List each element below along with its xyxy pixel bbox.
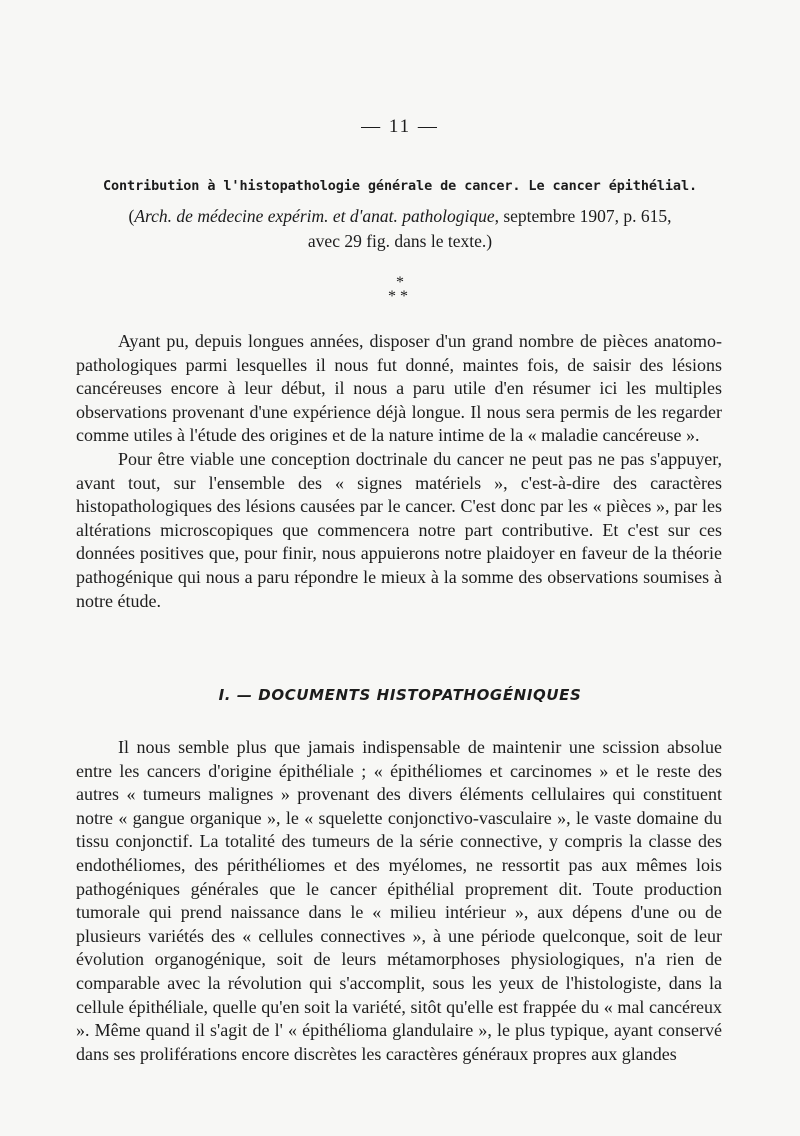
- intro-paragraph-2: Pour être viable une conception doctrinale du cancer ne peut pas ne pas s'appuyer, avant tout, sur l'ensemble des « signes matériels », c'est-à-dire des caractères histopathologiques des lésions causées par le cancer. C'est donc par les « pièces », par les altérations microscopiques que commencera notre part contributive. Et c'est sur ces données positives que, pour finir, nous appuierons notre plaidoyer en faveur de la théorie pathogénique qui nous a paru répondre le mieux à la somme des observations soumises à notre étude.: [76, 448, 722, 611]
- intro-text: [76, 330, 722, 613]
- journal-name: Arch. de médecine expérim. et d'anat. pathologique: [134, 206, 495, 226]
- section-text: [76, 736, 722, 1066]
- asterism-divider: [0, 276, 800, 304]
- entry-title: Contribution à l'histopathologie générale de cancer. Le cancer épithélial.: [102, 178, 698, 194]
- section-paragraph-1: Il nous semble plus que jamais indispensable de maintenir une scission absolue entre les cancers d'origine épithéliale ; « épithéliomes et carcinomes » et le reste des autres « tumeurs malignes » provenant des divers éléments cellulaires qui constituent notre « gangue organique », le « squelette conjonctivo-vasculaire », le vaste domaine du tissu conjonctif. La totalité des tumeurs de la série connective, y compris la classe des endothéliomes, des périthéliomes et des myélomes, ne ressortit pas aux mêmes lois pathogéniques générales que le cancer épithélial proprement dit. Toute production tumorale qui prend naissance dans le « milieu intérieur », aux dépens d'une ou de plusieurs variétés des « cellules connectives », à une période quelconque, soit de leur évolution organogénique, soit de leurs métamorphoses physiologiques, n'a rien de comparable avec la révolution qui s'accomplit, sous les yeux de l'histologiste, dans la cellule épithéliale, quelle qu'en soit la variété, sitôt qu'elle est frappée du « mal cancéreux ». Même quand il s'agit de l' « épithélioma glandulaire », le plus typique, ayant conservé dans ses proliférations encore discrètes les caractères généraux propres aux glandes: [76, 737, 722, 1064]
- citation-line2: avec 29 fig. dans le texte.): [307, 231, 493, 251]
- page-number: — 11 —: [361, 116, 439, 137]
- citation: [100, 204, 700, 254]
- asterism-bottom: **: [388, 288, 412, 305]
- citation-details: , septembre 1907, p. 615,: [494, 206, 672, 226]
- citation-open: (: [128, 206, 135, 226]
- section-heading: I. — DOCUMENTS HISTOPATHOGÉNIQUES: [218, 686, 582, 704]
- asterism-top: *: [396, 274, 404, 291]
- intro-paragraph-1: Ayant pu, depuis longues années, disposer d'un grand nombre de pièces anatomo-pathologiques parmi lesquelles il nous fut donné, maintes fois, de saisir des lésions cancéreuses encore à leur début, il nous a paru utile d'en résumer ici les multiples observations provenant d'une expérience déjà longue. Il nous sera permis de les regarder comme utiles à l'étude des origines et de la nature intime de la « maladie cancéreuse ».: [76, 331, 722, 446]
